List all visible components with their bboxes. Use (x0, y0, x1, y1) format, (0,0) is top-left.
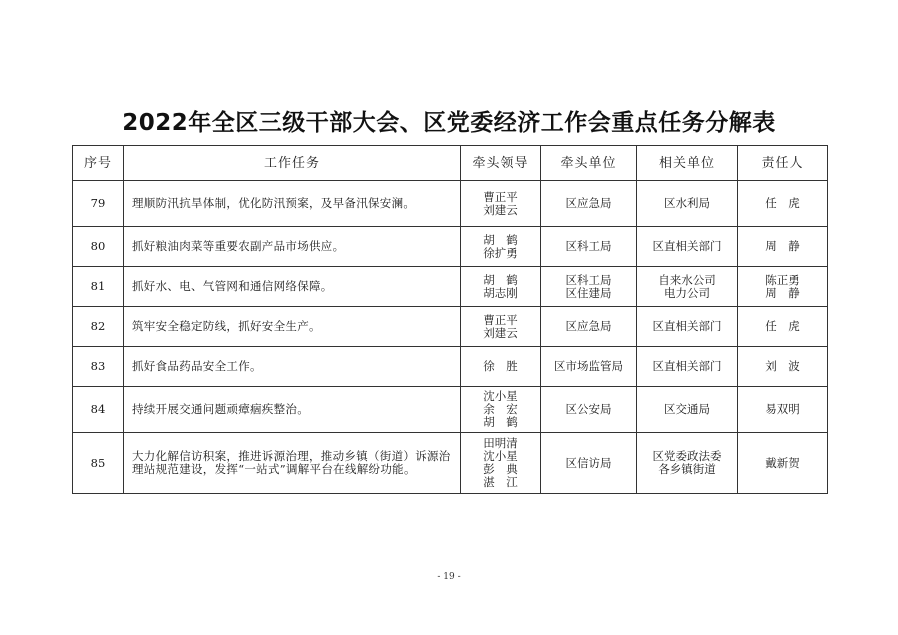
row-leader-line: 胡志刚 (483, 285, 518, 300)
table-row (73, 347, 828, 387)
row-related-unit-line: 自来水公司 (658, 272, 716, 287)
row-leader (461, 227, 541, 267)
row-related-unit (637, 433, 738, 494)
row-number: 85 (73, 433, 124, 494)
row-person-line: 周 静 (765, 285, 800, 300)
row-lead-unit (541, 347, 637, 387)
row-task: 筑牢安全稳定防线，抓好安全生产。 (124, 307, 461, 347)
row-person-line: 易双明 (765, 402, 800, 416)
task-table (72, 145, 828, 494)
row-number: 81 (73, 267, 124, 307)
header-lead-unit: 牵头单位 (541, 146, 637, 181)
row-lead-unit-line: 区科工局 (565, 239, 612, 253)
row-leader (461, 267, 541, 307)
row-lead-unit-line: 区应急局 (565, 319, 612, 333)
row-lead-unit (541, 307, 637, 347)
row-related-unit-line: 各乡镇街道 (658, 462, 716, 476)
row-related-unit-line: 区党委政法委 (652, 449, 722, 463)
row-lead-unit-line: 区住建局 (565, 285, 612, 300)
row-related-unit-line: 区水利局 (664, 196, 710, 210)
row-task: 大力化解信访积案，推进诉源治理，推动乡镇（街道）诉源治理站规范建设，发挥“一站式”调解平台在线解纷功能。 (124, 433, 461, 494)
row-person-line: 任 虎 (765, 319, 800, 333)
row-task: 抓好粮油肉菜等重要农副产品市场供应。 (124, 227, 461, 267)
row-related-unit-line: 区直相关部门 (652, 239, 722, 253)
row-related-unit (637, 181, 738, 227)
header-no: 序号 (73, 146, 124, 181)
table-row (73, 181, 828, 227)
row-leader-line: 胡 鹤 (483, 232, 518, 247)
row-related-unit-line: 区交通局 (664, 402, 710, 416)
row-leader (461, 387, 541, 433)
row-lead-unit (541, 227, 637, 267)
row-leader-line: 曹正平 (483, 312, 518, 327)
row-number: 80 (73, 227, 124, 267)
row-person-line: 任 虎 (765, 196, 800, 210)
row-person (738, 227, 828, 267)
page-number: - 19 - (437, 572, 461, 582)
row-leader-line: 彭 典 (483, 462, 518, 476)
row-lead-unit (541, 387, 637, 433)
row-related-unit-line: 区直相关部门 (652, 359, 722, 373)
row-person-line: 陈正勇 (765, 272, 800, 287)
row-leader-line: 湛 江 (483, 475, 518, 489)
row-lead-unit-line: 区科工局 (565, 272, 612, 287)
row-related-unit (637, 267, 738, 307)
row-related-unit-line: 电力公司 (664, 285, 710, 300)
row-leader (461, 181, 541, 227)
row-leader-line: 胡 鹤 (483, 272, 518, 287)
row-task: 理顺防汛抗旱体制，优化防汛预案，及早备汛保安澜。 (124, 181, 461, 227)
header-task: 工作任务 (124, 146, 461, 181)
row-related-unit (637, 387, 738, 433)
row-lead-unit-line: 区市场监管局 (554, 359, 623, 373)
row-leader (461, 433, 541, 494)
table-row (73, 267, 828, 307)
row-person-line: 戴新贺 (765, 455, 800, 470)
row-task: 抓好食品药品安全工作。 (124, 347, 461, 387)
row-lead-unit (541, 267, 637, 307)
row-person (738, 387, 828, 433)
row-related-unit (637, 347, 738, 387)
task-rows (73, 181, 828, 494)
row-person (738, 267, 828, 307)
row-lead-unit (541, 181, 637, 227)
row-number: 82 (73, 307, 124, 347)
row-number: 79 (73, 181, 124, 227)
row-lead-unit-line: 区应急局 (565, 196, 612, 210)
row-leader-line: 沈小星 (483, 449, 518, 463)
row-leader (461, 347, 541, 387)
row-leader-line: 沈小星 (483, 389, 518, 403)
table-row (73, 433, 828, 494)
row-person (738, 347, 828, 387)
page-title: 2022年全区三级干部大会、区党委经济工作会重点任务分解表 (122, 110, 776, 136)
row-leader-line: 徐 胜 (483, 359, 518, 373)
row-leader-line: 胡 鹤 (483, 415, 518, 429)
row-lead-unit-line: 区信访局 (565, 455, 612, 470)
row-leader-line: 刘建云 (483, 202, 518, 217)
row-related-unit-line: 区直相关部门 (652, 319, 722, 333)
row-leader-line: 徐扩勇 (483, 245, 518, 260)
table-row (73, 227, 828, 267)
row-task: 持续开展交通问题顽瘴痼疾整治。 (124, 387, 461, 433)
table-header-row (73, 146, 828, 181)
row-number: 84 (73, 387, 124, 433)
header-leader: 牵头领导 (461, 146, 541, 181)
row-lead-unit (541, 433, 637, 494)
row-person (738, 433, 828, 494)
header-related-unit: 相关单位 (637, 146, 738, 181)
header-person: 责任人 (738, 146, 828, 181)
row-leader-line: 刘建云 (483, 325, 518, 340)
row-leader-line: 曹正平 (483, 189, 518, 204)
row-lead-unit-line: 区公安局 (565, 402, 612, 416)
row-task: 抓好水、电、气管网和通信网络保障。 (124, 267, 461, 307)
row-person (738, 181, 828, 227)
row-person-line: 刘 波 (765, 359, 800, 373)
table-row (73, 387, 828, 433)
row-related-unit (637, 307, 738, 347)
row-leader-line: 余 宏 (483, 402, 518, 416)
row-leader-line: 田明清 (483, 436, 518, 450)
row-leader (461, 307, 541, 347)
row-related-unit (637, 227, 738, 267)
table-row (73, 307, 828, 347)
row-number: 83 (73, 347, 124, 387)
row-person-line: 周 静 (765, 239, 800, 253)
row-person (738, 307, 828, 347)
